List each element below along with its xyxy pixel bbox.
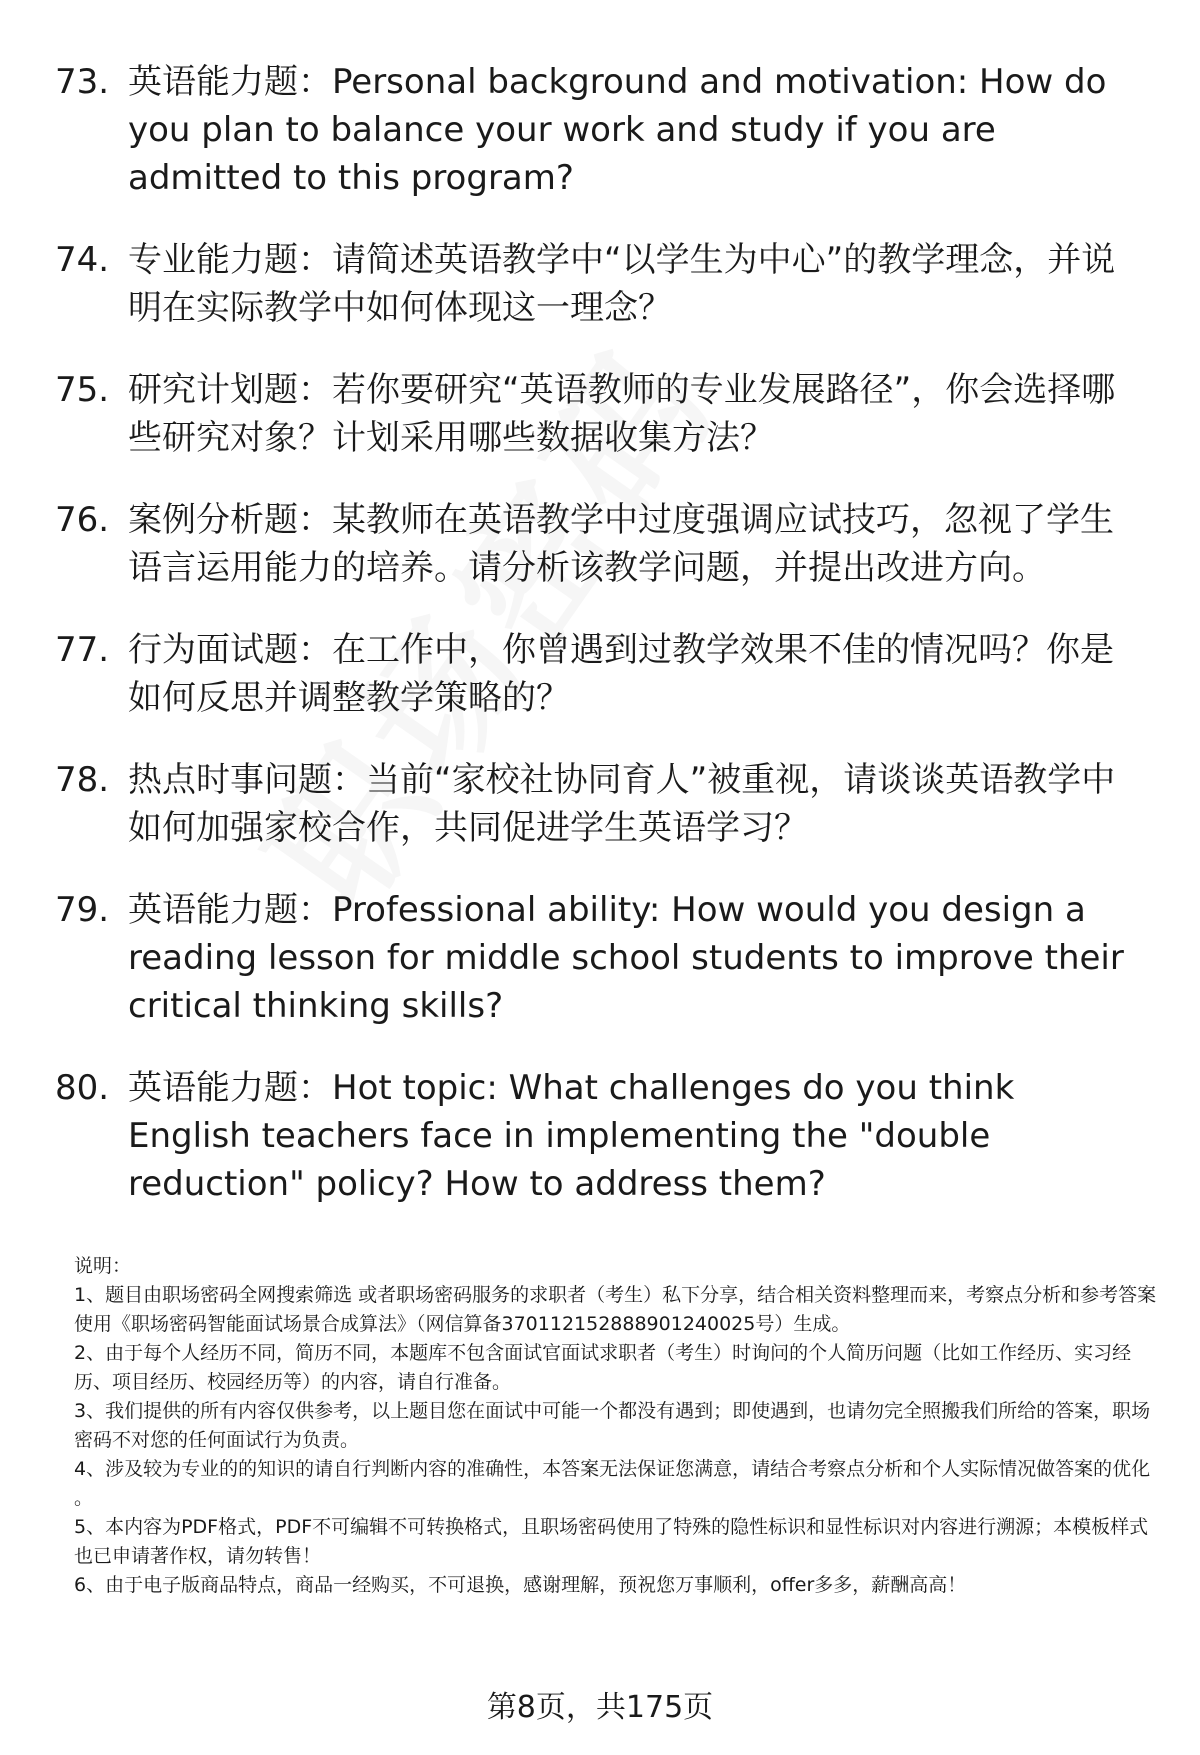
question-list — [0, 58, 1200, 1242]
question-text: 行为面试题：在工作中，你曾遇到过教学效果不佳的情况吗？你是如何反思并调整教学策略的？ — [128, 630, 1114, 718]
note-item: 6、由于电子版商品特点，商品一经购买，不可退换，感谢理解，预祝您万事顺利，offer多多，薪酬高高！ — [74, 1574, 967, 1596]
notes-section — [74, 1252, 1164, 1600]
question-number: 73. — [55, 62, 110, 102]
question-text: 英语能力题：Hot topic: What challenges do you think English teachers face in implementing the "double reduction" policy? How to address them? — [128, 1068, 1015, 1204]
question-number: 80. — [55, 1068, 110, 1108]
question-number: 79. — [55, 890, 110, 930]
question-item — [0, 756, 1200, 852]
question-item — [0, 626, 1200, 722]
question-item — [0, 236, 1200, 332]
question-text: 研究计划题：若你要研究“英语教师的专业发展路径”，你会选择哪些研究对象？计划采用哪些数据收集方法？ — [128, 370, 1116, 458]
question-text: 专业能力题：请简述英语教学中“以学生为中心”的教学理念，并说明在实际教学中如何体现这一理念？ — [128, 240, 1116, 328]
question-number: 76. — [55, 500, 110, 540]
question-text: 英语能力题：Personal background and motivation: How do you plan to balance your work and study if you are admitted to this program? — [128, 62, 1107, 198]
question-item — [0, 496, 1200, 592]
question-number: 77. — [55, 630, 110, 670]
question-text: 热点时事问题：当前“家校社协同育人”被重视，请谈谈英语教学中如何加强家校合作，共同促进学生英语学习？ — [128, 760, 1116, 848]
question-number: 75. — [55, 370, 110, 410]
question-item — [0, 366, 1200, 462]
note-item: 5、本内容为PDF格式，PDF不可编辑不可转换格式，且职场密码使用了特殊的隐性标识和显性标识对内容进行溯源；本模板样式也已申请著作权，请勿转售！ — [74, 1516, 1149, 1567]
notes-heading: 说明： — [74, 1255, 132, 1277]
note-item: 2、由于每个人经历不同，简历不同，本题库不包含面试官面试求职者（考生）时询问的个人简历问题（比如工作经历、实习经历、项目经历、校园经历等）的内容，请自行准备。 — [74, 1342, 1132, 1393]
question-item — [0, 886, 1200, 1030]
page-number: 第8页，共175页 — [486, 1690, 714, 1725]
question-item — [0, 58, 1200, 202]
question-text: 英语能力题：Professional ability: How would you design a reading lesson for middle school students to improve their critical thinking skills? — [128, 890, 1124, 1026]
question-text: 案例分析题：某教师在英语教学中过度强调应试技巧，忽视了学生语言运用能力的培养。请分析该教学问题，并提出改进方向。 — [128, 500, 1114, 588]
question-number: 78. — [55, 760, 110, 800]
note-item: 3、我们提供的所有内容仅供参考，以上题目您在面试中可能一个都没有遇到；即使遇到，也请勿完全照搬我们所给的答案，职场密码不对您的任何面试行为负责。 — [74, 1400, 1151, 1451]
question-number: 74. — [55, 240, 110, 280]
note-item: 4、涉及较为专业的的知识的请自行判断内容的准确性，本答案无法保证您满意，请结合考察点分析和个人实际情况做答案的优化 。 — [74, 1458, 1151, 1509]
note-item: 1、题目由职场密码全网搜索筛选 或者职场密码服务的求职者（考生）私下分享，结合相关资料整理而来，考察点分析和参考答案使用《职场密码智能面试场景合成算法》（网信算备370112152888901240025号）生成。 — [74, 1284, 1157, 1335]
question-item — [0, 1064, 1200, 1208]
